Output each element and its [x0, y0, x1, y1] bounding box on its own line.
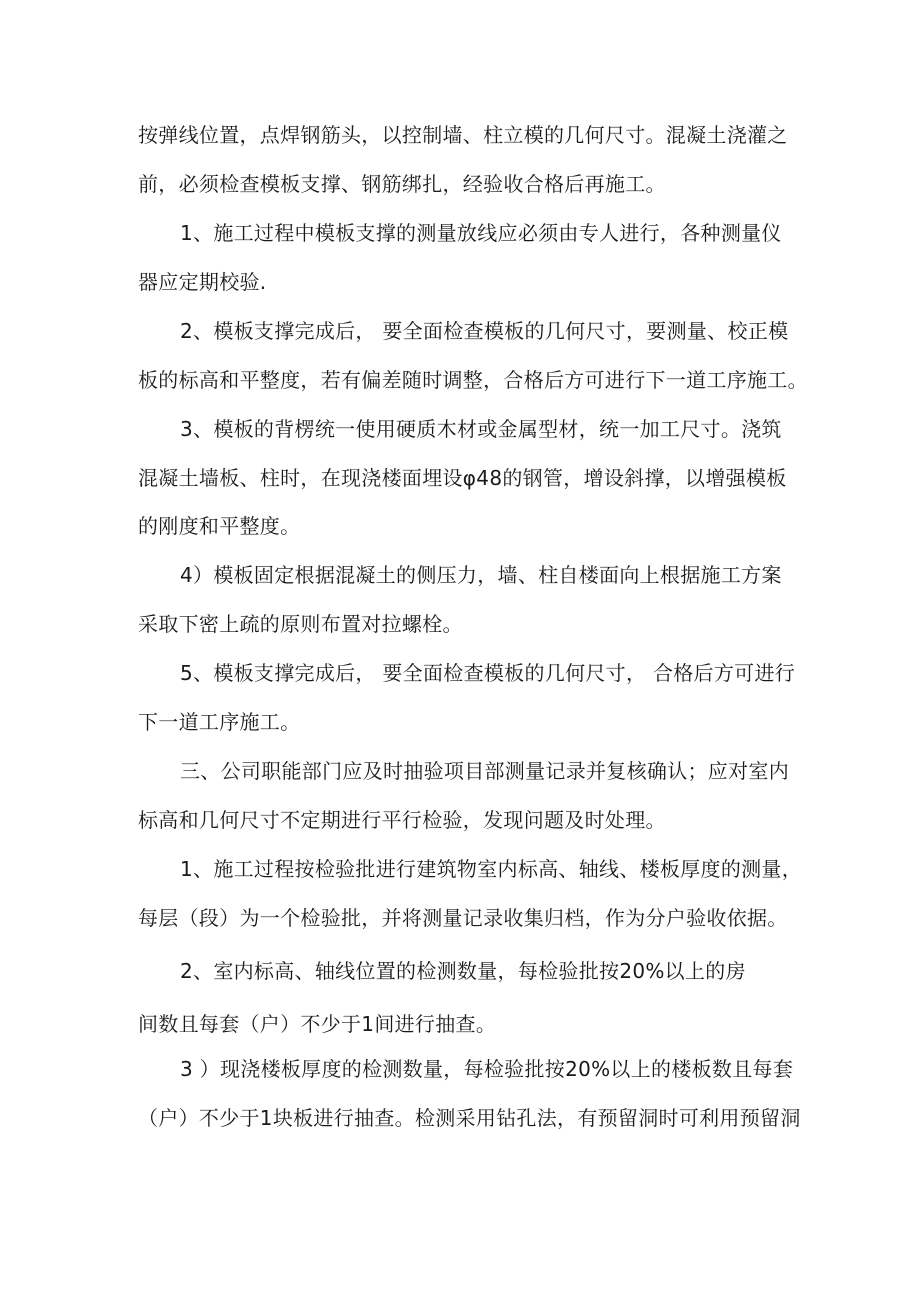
section-three-item-1-line: 1、施工过程按检验批进行建筑物室内标高、轴线、楼板厚度的测量， [180, 857, 803, 881]
text-line: 板的标高和平整度，若有偏差随时调整，合格后方可进行下一道工序施工。 [138, 368, 808, 392]
paragraph-4-line: 4）模板固定根据混凝土的侧压力，墙、柱自楼面向上根据施工方案 [180, 563, 782, 587]
text-line: 按弹线位置，点焊钢筋头，以控制墙、柱立模的几何尺寸。混凝土浇灌之 [138, 123, 788, 147]
text-line: 标高和几何尺寸不定期进行平行检验，发现问题及时处理。 [138, 808, 666, 832]
paragraph-5-line: 5、模板支撑完成后， 要全面检查模板的几何尺寸， 合格后方可进行 [180, 661, 796, 685]
text-line: 的刚度和平整度。 [138, 514, 301, 538]
text-line: 混凝土墙板、柱时，在现浇楼面埋设φ48的钢管，增设斜撑，以增强模板 [138, 466, 787, 490]
text-line: 每层（段）为一个检验批，并将测量记录收集归档，作为分户验收依据。 [138, 906, 788, 930]
section-three-item-2-line: 2、室内标高、轴线位置的检测数量，每检验批按20%以上的房 [180, 959, 746, 983]
text-line: 采取下密上疏的原则布置对拉螺栓。 [138, 612, 463, 636]
paragraph-2-line: 2、模板支撑完成后， 要全面检查模板的几何尺寸，要测量、校正模 [180, 319, 789, 343]
section-three-item-3-line: 3 ）现浇楼板厚度的检测数量，每检验批按20%以上的楼板数且每套 [180, 1057, 794, 1081]
section-three-line: 三、公司职能部门应及时抽验项目部测量记录并复核确认；应对室内 [180, 759, 789, 783]
text-line: （户）不少于1块板进行抽查。检测采用钻孔法，有预留洞时可利用预留洞 [138, 1106, 801, 1130]
paragraph-1-line: 1、施工过程中模板支撑的测量放线应必须由专人进行，各种测量仪 [180, 221, 782, 245]
paragraph-3-line: 3、模板的背楞统一使用硬质木材或金属型材，统一加工尺寸。浇筑 [180, 417, 782, 441]
text-line: 下一道工序施工。 [138, 710, 301, 734]
text-line: 前，必须检查模板支撑、钢筋绑扎，经验收合格后再施工。 [138, 172, 666, 196]
text-line: 间数且每套（户）不少于1间进行抽查。 [138, 1012, 497, 1036]
text-line: 器应定期校验. [138, 270, 267, 294]
